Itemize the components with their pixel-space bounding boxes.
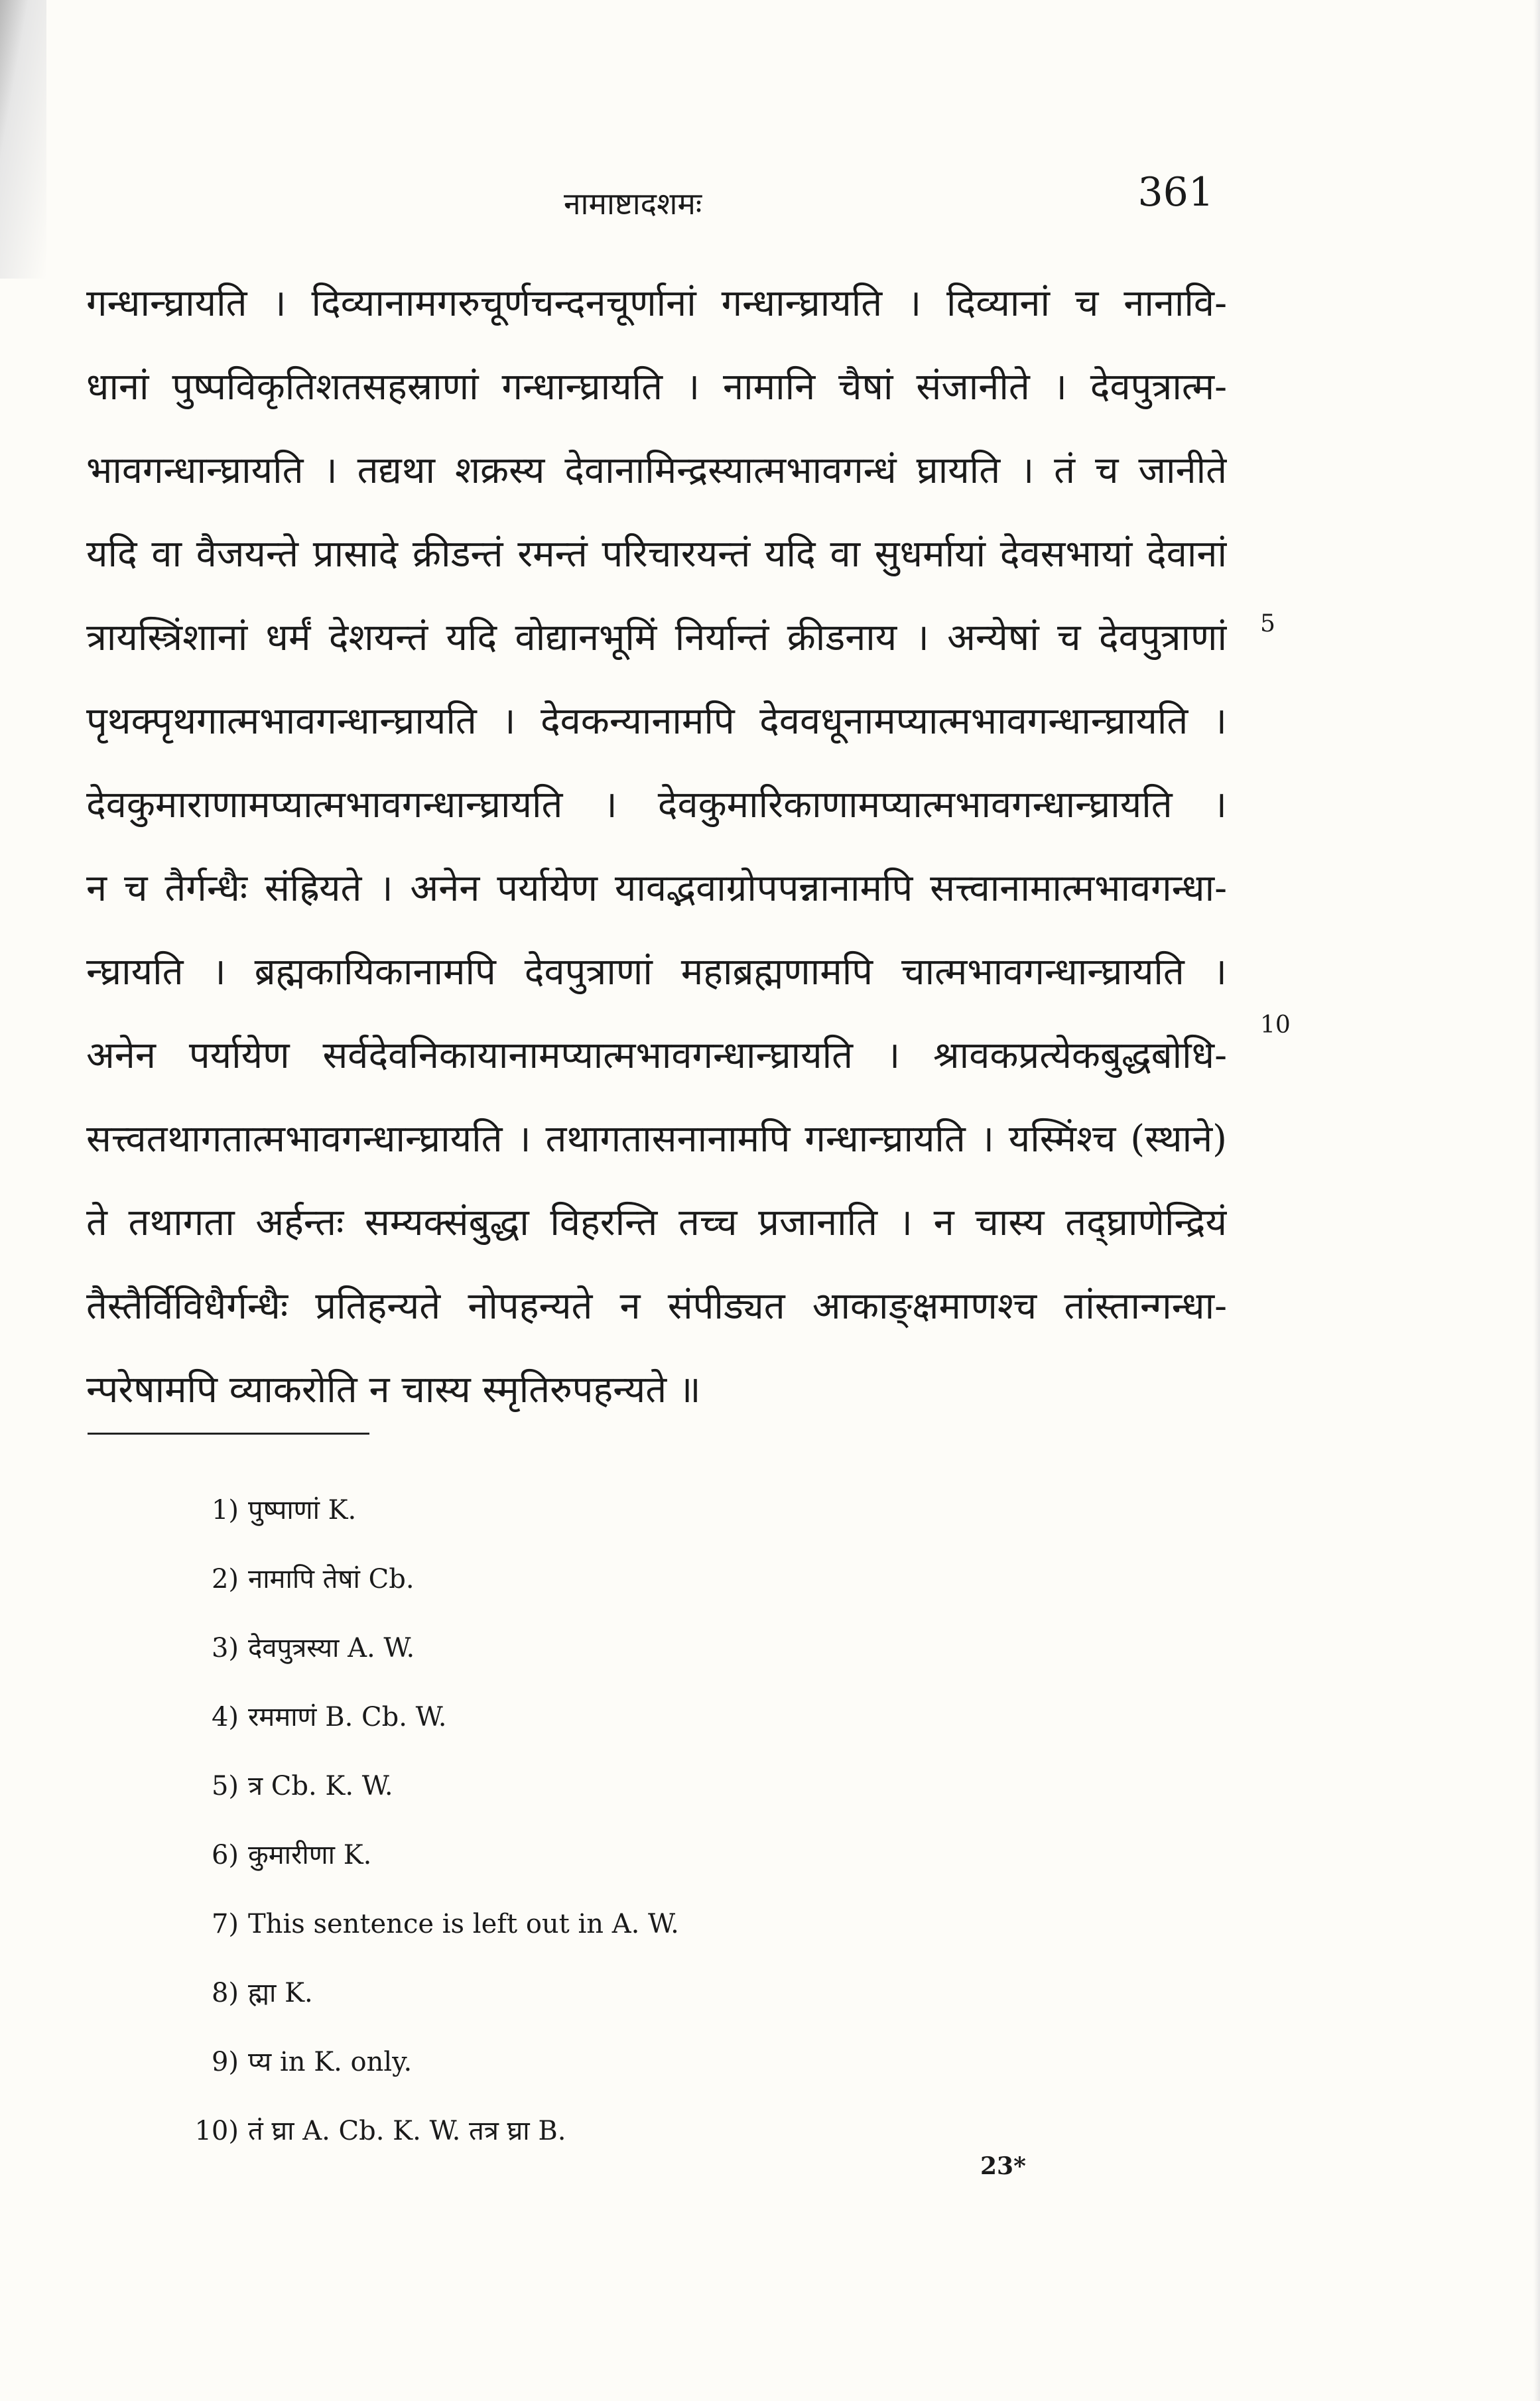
scan-edge-shadow	[0, 0, 46, 279]
footnote-number: 4)	[211, 1702, 239, 1732]
footnote	[179, 2028, 1174, 2097]
text-line: तैस्तैर्विविधैर्गन्धैः प्रतिहन्यते नोपहन्यते न संपीड्यत आकाङ्क्षमाणश्च तांस्तान्गन्धा-	[86, 1285, 1227, 1328]
text-line: धानां पुष्पविकृतिशतसहस्राणां गन्धान्घ्रायति । नामानि चैषां संजानीते । देवपुत्रात्म-	[86, 365, 1227, 409]
footnote-text: पुष्पाणां K.	[248, 1495, 357, 1525]
text-line: गन्धान्घ्रायति । दिव्यानामगरुचूर्णचन्दनचूर्णानां गन्धान्घ्रायति । दिव्यानां च नानावि-	[86, 282, 1227, 325]
footnote-text: प्य in K. only.	[248, 2047, 413, 2077]
text-line: न्परेषामपि व्याकरोति न चास्य स्मृतिरुपहन्यते ॥	[86, 1368, 701, 1411]
text-line: अनेन पर्यायेण सर्वदेवनिकायानामप्यात्मभावगन्धान्घ्रायति । श्रावकप्रत्येकबुद्धबोधि-	[86, 1034, 1227, 1077]
main-text	[86, 262, 1227, 1432]
footnote-number: 10)	[194, 2116, 239, 2146]
footnote-text: कुमारीणा K.	[248, 1840, 372, 1870]
footnote-divider	[88, 1433, 369, 1435]
page-number: 361	[1137, 169, 1214, 216]
footnote	[179, 1683, 1174, 1752]
line-number-marker: 10	[1260, 1011, 1291, 1039]
footnote-number: 9)	[211, 2047, 239, 2077]
scan-edge-right	[1533, 0, 1540, 2401]
footnote-number: 7)	[211, 1909, 239, 1939]
footnote	[179, 1890, 1174, 1959]
text-line: देवकुमाराणामप्यात्मभावगन्धान्घ्रायति । देवकुमारिकाणामप्यात्मभावगन्धान्घ्रायति ।	[86, 783, 1227, 826]
footnote	[179, 1959, 1174, 2028]
footnote-text: देवपुत्रस्या A. W.	[248, 1633, 415, 1663]
footnote-number: 6)	[211, 1840, 239, 1870]
footnote-text: तं घ्रा A. Cb. K. W. तत्र घ्रा B.	[248, 2116, 566, 2146]
footnote-text: नामापि तेषां Cb.	[248, 1564, 415, 1594]
text-line: यदि वा वैजयन्ते प्रासादे क्रीडन्तं रमन्तं परिचारयन्तं यदि वा सुधर्मायां देवसभायां देवानां	[86, 533, 1227, 576]
footnote	[179, 1752, 1174, 1821]
footnote	[179, 1614, 1174, 1683]
footnote-text: रममाणं B. Cb. W.	[248, 1702, 447, 1732]
footnote-number: 8)	[211, 1978, 239, 2008]
text-line: ते तथागता अर्हन्तः सम्यक्संबुद्धा विहरन्ति तच्च प्रजानाति । न चास्य तद्घ्राणेन्द्रियं	[86, 1201, 1227, 1244]
text-line: न्घ्रायति । ब्रह्मकायिकानामपि देवपुत्राणां महाब्रह्मणामपि चात्मभावगन्धान्घ्रायति ।	[86, 950, 1227, 994]
line-number-marker: 5	[1260, 610, 1275, 637]
footnote-number: 1)	[211, 1495, 239, 1525]
footnote-number: 5)	[211, 1771, 239, 1801]
footnote-text: त्र Cb. K. W.	[248, 1771, 393, 1801]
page-header	[564, 169, 1214, 229]
text-line: भावगन्धान्घ्रायति । तद्यथा शक्रस्य देवानामिन्द्रस्यात्मभावगन्धं घ्रायति । तं च जानीते	[86, 449, 1227, 492]
footnote-number: 3)	[211, 1633, 239, 1663]
text-line: त्रायस्त्रिंशानां धर्मं देशयन्तं यदि वोद्यानभूमिं निर्यान्तं क्रीडनाय । अन्येषां च देवपुत्राणां	[86, 616, 1227, 659]
text-line: सत्त्वतथागतात्मभावगन्धान्घ्रायति । तथागतासनानामपि गन्धान्घ्रायति । यस्मिंश्च (स्थाने)	[86, 1118, 1227, 1161]
text-line: पृथक्पृथगात्मभावगन्धान्घ्रायति । देवकन्यानामपि देववधूनामप्यात्मभावगन्धान्घ्रायति ।	[86, 700, 1227, 743]
footnote	[179, 1821, 1174, 1890]
running-title: नामाष्टादशमः	[564, 186, 702, 222]
footnote	[179, 1545, 1174, 1614]
text-line: न च तैर्गन्धैः संह्रियते । अनेन पर्यायेण यावद्भवाग्रोपपन्नानामपि सत्त्वानामात्मभावगन्धा-	[86, 867, 1227, 910]
footnote-text: ह्मा K.	[248, 1978, 313, 2008]
footnote-number: 2)	[211, 1564, 239, 1594]
footnote	[179, 1476, 1174, 1545]
signature-mark: 23*	[980, 2152, 1026, 2180]
footnotes	[179, 1476, 1174, 2166]
footnote-text: This sentence is left out in A. W.	[248, 1909, 679, 1939]
